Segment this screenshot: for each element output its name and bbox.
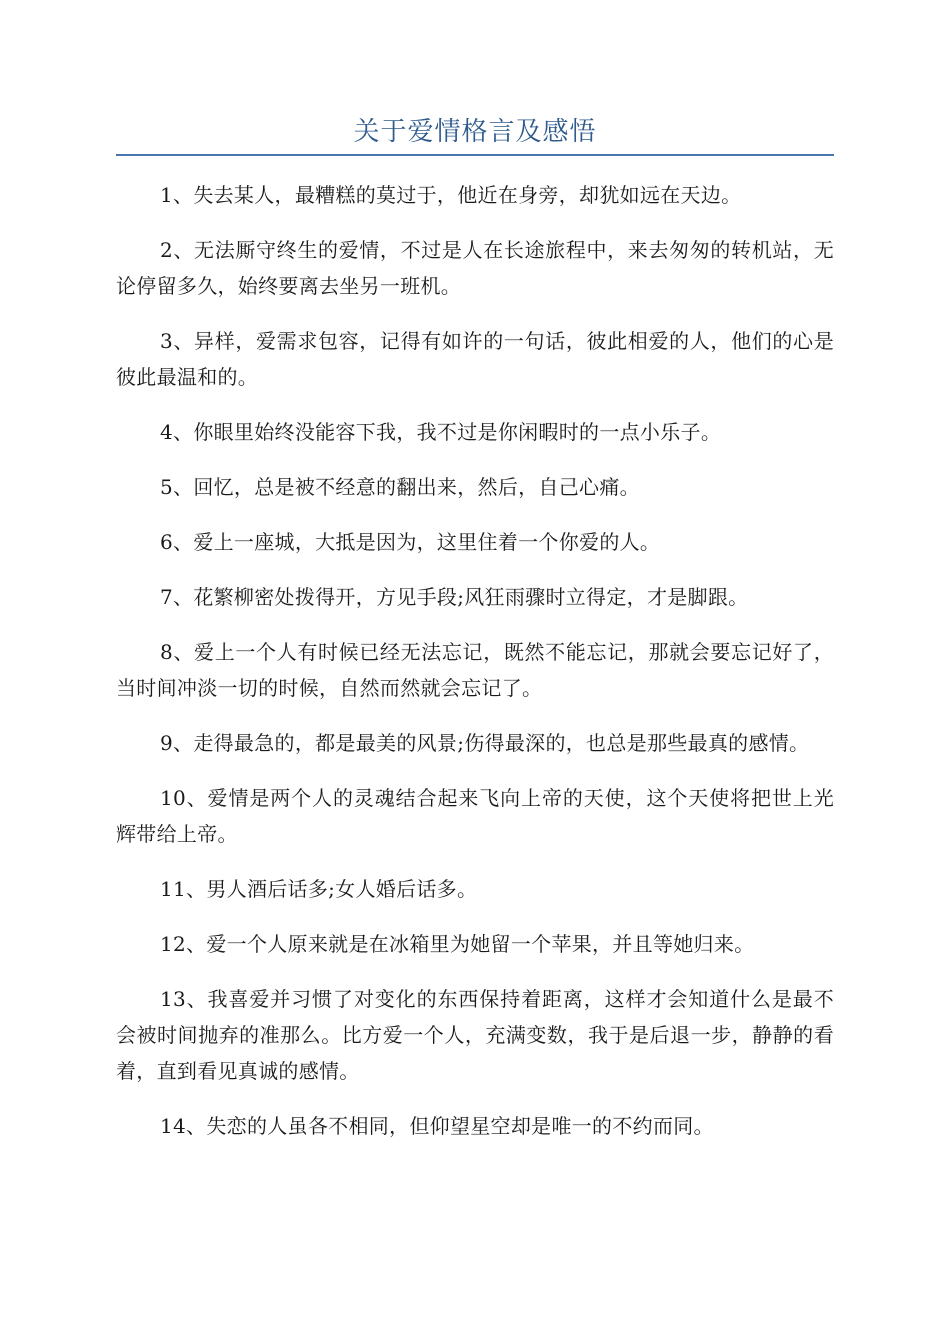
quote-paragraph-14: 14、失恋的人虽各不相同，但仰望星空却是唯一的不约而同。 (160, 1114, 714, 1138)
quote-paragraph-12: 12、爱一个人原来就是在冰箱里为她留一个苹果，并且等她归来。 (160, 932, 755, 956)
quote-paragraph-4: 4、你眼里始终没能容下我，我不过是你闲暇时的一点小乐子。 (160, 420, 722, 444)
quote-paragraph-7: 7、花繁柳密处拨得开，方见手段;风狂雨骤时立得定，才是脚跟。 (160, 585, 749, 609)
document-body (116, 177, 834, 1163)
quote-paragraph-5: 5、回忆，总是被不经意的翻出来，然后，自己心痛。 (160, 475, 640, 499)
page-title: 关于爱情格言及感悟 (353, 117, 597, 147)
quote-paragraph-2: 2、无法厮守终生的爱情，不过是人在长途旅程中，来去匆匆的转机站，无论停留多久，始终要离去坐另一班机。 (116, 238, 834, 298)
quote-paragraph-10: 10、爱情是两个人的灵魂结合起来飞向上帝的天使，这个天使将把世上光辉带给上帝。 (116, 786, 834, 846)
quote-paragraph-9: 9、走得最急的，都是最美的风景;伤得最深的，也总是那些最真的感情。 (160, 731, 810, 755)
quote-paragraph-13: 13、我喜爱并习惯了对变化的东西保持着距离，这样才会知道什么是最不会被时间抛弃的准那么。比方爱一个人，充满变数，我于是后退一步，静静的看着，直到看见真诚的感情。 (116, 987, 834, 1083)
quote-paragraph-1: 1、失去某人，最糟糕的莫过于，他近在身旁，却犹如远在天边。 (160, 183, 742, 207)
title-underline (116, 154, 834, 156)
quote-paragraph-11: 11、男人酒后话多;女人婚后话多。 (160, 877, 478, 901)
quote-paragraph-6: 6、爱上一座城，大抵是因为，这里住着一个你爱的人。 (160, 530, 661, 554)
quote-paragraph-8: 8、爱上一个人有时候已经无法忘记，既然不能忘记，那就会要忘记好了，当时间冲淡一切的时候，自然而然就会忘记了。 (116, 640, 834, 700)
quote-paragraph-3: 3、异样，爱需求包容，记得有如许的一句话，彼此相爱的人，他们的心是彼此最温和的。 (116, 329, 834, 389)
